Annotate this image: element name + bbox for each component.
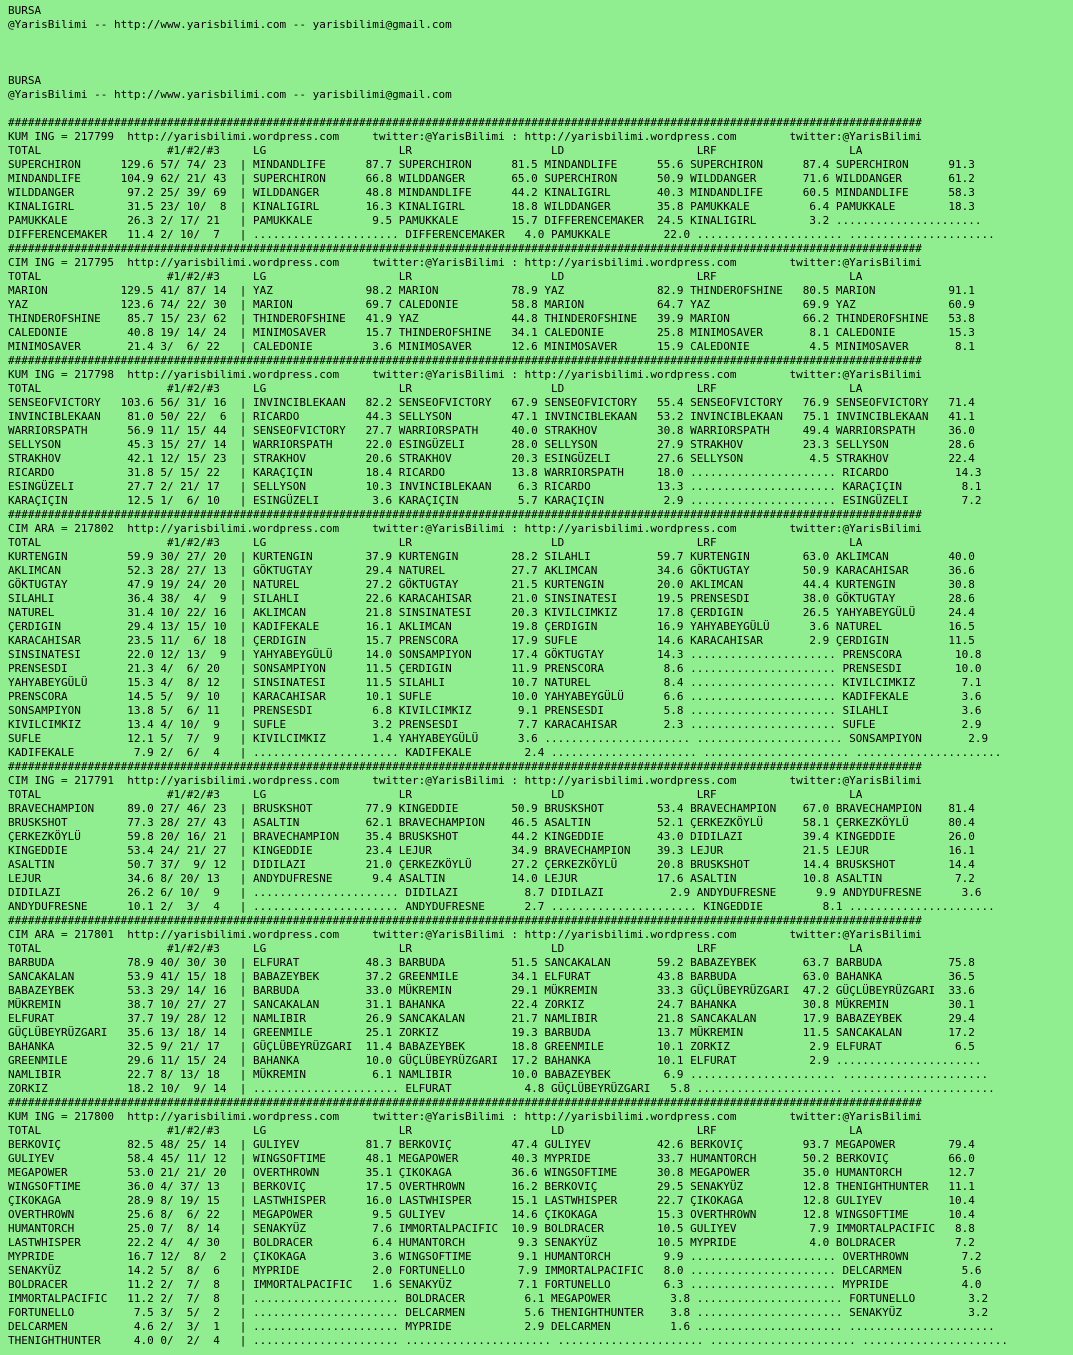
table-row: SELLYSON 45.3 15/ 27/ 14 | WARRIORSPATH 22.0 ESINGÜZELI 28.0 SELLYSON 27.9 STRAKHOV 23.3 SELLYSON 28.6 — [8, 438, 975, 451]
separator-line: ########################################################################################################################################## — [8, 1096, 922, 1109]
race-title: KUM ING = 217800 http://yarisbilimi.wordpress.com twitter:@YarisBilimi : http://yarisbilimi.wordpress.com twitter:@YarisBilimi — [8, 1110, 922, 1123]
table-row: SONSAMPIYON 13.8 5/ 6/ 11 | PRENSESDI 6.8 KIVILCIMKIZ 9.1 PRENSESDI 5.8 ...................... SILAHLI 3.6 — [8, 704, 982, 717]
table-row: WINGSOFTIME 36.0 4/ 37/ 13 | BERKOVIÇ 17.5 OVERTHROWN 16.2 BERKOVIÇ 29.5 SENAKYÜZ 12.8 THENIGHTHUNTER 11.1 — [8, 1180, 975, 1193]
table-row: KINGEDDIE 53.4 24/ 21/ 27 | KINGEDDIE 23.4 LEJUR 34.9 BRAVECHAMPION 39.3 LEJUR 21.5 LEJUR 16.1 — [8, 844, 975, 857]
table-row: NATUREL 31.4 10/ 22/ 16 | AKLIMCAN 21.8 SINSINATESI 20.3 KIVILCIMKIZ 17.8 ÇERDIGIN 26.5 YAHYABEYGÜLÜ 24.4 — [8, 606, 975, 619]
table-row: WILDDANGER 97.2 25/ 39/ 69 | WILDDANGER 48.8 MINDANDLIFE 44.2 KINALIGIRL 40.3 MINDANDLIFE 60.5 MINDANDLIFE 58.3 — [8, 186, 975, 199]
table-row: KINALIGIRL 31.5 23/ 10/ 8 | KINALIGIRL 16.3 KINALIGIRL 18.8 WILDDANGER 35.8 PAMUKKALE 6.4 PAMUKKALE 18.3 — [8, 200, 975, 213]
table-row: SANCAKALAN 53.9 41/ 15/ 18 | BABAZEYBEK 37.2 GREENMILE 34.1 ELFURAT 43.8 BARBUDA 63.0 BAHANKA 36.5 — [8, 970, 975, 983]
table-row: THENIGHTHUNTER 4.0 0/ 2/ 4 | ...................... ...................... ...................... ...................... ...................... — [8, 1334, 1009, 1347]
race-block — [8, 354, 1008, 508]
contact-line-repeat: @YarisBilimi -- http://www.yarisbilimi.com -- yarisbilimi@gmail.com — [8, 88, 452, 101]
column-header: TOTAL #1/#2/#3 LG LR LD LRF LA — [8, 382, 863, 395]
table-row: ÇERDIGIN 29.4 13/ 15/ 10 | KADIFEKALE 16.1 AKLIMCAN 19.8 ÇERDIGIN 16.9 YAHYABEYGÜLÜ 3.6 NATUREL 16.5 — [8, 620, 975, 633]
table-row: KURTENGIN 59.9 30/ 27/ 20 | KURTENGIN 37.9 KURTENGIN 28.2 SILAHLI 59.7 KURTENGIN 63.0 AKLIMCAN 40.0 — [8, 550, 975, 563]
table-row: INVINCIBLEKAAN 81.0 50/ 22/ 6 | RICARDO 44.3 SELLYSON 47.1 INVINCIBLEKAAN 53.2 INVINCIBLEKAAN 75.1 INVINCIBLEKAAN 41.1 — [8, 410, 975, 423]
table-row: MYPRIDE 16.7 12/ 8/ 2 | ÇIKOKAGA 3.6 WINGSOFTIME 9.1 HUMANTORCH 9.9 ...................... OVERTHROWN 7.2 — [8, 1250, 982, 1263]
race-report — [8, 4, 1008, 1348]
table-row: PRENSESDI 21.3 4/ 6/ 20 | SONSAMPIYON 11.5 ÇERDIGIN 11.9 PRENSCORA 8.6 ...................... PRENSESDI 10.0 — [8, 662, 982, 675]
table-row: ASALTIN 50.7 37/ 9/ 12 | DIDILAZI 21.0 ÇERKEZKÖYLÜ 27.2 ÇERKEZKÖYLÜ 20.8 BRUSKSHOT 14.4 BRUSKSHOT 14.4 — [8, 858, 975, 871]
table-row: ZORKIZ 18.2 10/ 9/ 14 | ...................... ELFURAT 4.8 GÜÇLÜBEYRÜZGARI 5.8 ...................... ...................... — [8, 1082, 995, 1095]
table-row: MEGAPOWER 53.0 21/ 21/ 20 | OVERTHROWN 35.1 ÇIKOKAGA 36.6 WINGSOFTIME 30.8 MEGAPOWER 35.0 HUMANTORCH 12.7 — [8, 1166, 975, 1179]
table-row: BOLDRACER 11.2 2/ 7/ 8 | IMMORTALPACIFIC 1.6 SENAKYÜZ 7.1 FORTUNELLO 6.3 ...................... MYPRIDE 4.0 — [8, 1278, 982, 1291]
race-title: KUM ING = 217799 http://yarisbilimi.wordpress.com twitter:@YarisBilimi : http://yarisbilimi.wordpress.com twitter:@YarisBilimi — [8, 130, 922, 143]
table-row: DELCARMEN 4.6 2/ 3/ 1 | ...................... MYPRIDE 2.9 DELCARMEN 1.6 ...................... ...................... — [8, 1320, 995, 1333]
table-row: OVERTHROWN 25.6 8/ 6/ 22 | MEGAPOWER 9.5 GULIYEV 14.6 ÇIKOKAGA 15.3 OVERTHROWN 12.8 WINGSOFTIME 10.4 — [8, 1208, 975, 1221]
table-row: BRUSKSHOT 77.3 28/ 27/ 43 | ASALTIN 62.1 BRAVECHAMPION 46.5 ASALTIN 52.1 ÇERKEZKÖYLÜ 58.1 ÇERKEZKÖYLÜ 80.4 — [8, 816, 975, 829]
table-row: ESINGÜZELI 27.7 2/ 21/ 17 | SELLYSON 10.3 INVINCIBLEKAAN 6.3 RICARDO 13.3 ...................... KARAÇIÇIN 8.1 — [8, 480, 982, 493]
column-header: TOTAL #1/#2/#3 LG LR LD LRF LA — [8, 942, 863, 955]
race-block — [8, 760, 1008, 914]
table-row: KIVILCIMKIZ 13.4 4/ 10/ 9 | SUFLE 3.2 PRENSESDI 7.7 KARACAHISAR 2.3 ...................... SUFLE 2.9 — [8, 718, 982, 731]
table-row: MINDANDLIFE 104.9 62/ 21/ 43 | SUPERCHIRON 66.8 WILDDANGER 65.0 SUPERCHIRON 50.9 WILDDANGER 71.6 WILDDANGER 61.2 — [8, 172, 975, 185]
table-row: SENSEOFVICTORY 103.6 56/ 31/ 16 | INVINCIBLEKAAN 82.2 SENSEOFVICTORY 67.9 SENSEOFVICTORY 55.4 SENSEOFVICTORY 76.9 SENSEOFVICTORY 71.4 — [8, 396, 975, 409]
table-row: MÜKREMIN 38.7 10/ 27/ 27 | SANCAKALAN 31.1 BAHANKA 22.4 ZORKIZ 24.7 BAHANKA 30.8 MÜKREMIN 30.1 — [8, 998, 975, 1011]
separator-line: ########################################################################################################################################## — [8, 508, 922, 521]
city-heading: BURSA — [8, 4, 42, 17]
race-block — [8, 1096, 1008, 1348]
table-row: HUMANTORCH 25.0 7/ 8/ 14 | SENAKYÜZ 7.6 IMMORTALPACIFIC 10.9 BOLDRACER 10.5 GULIYEV 7.9 IMMORTALPACIFIC 8.8 — [8, 1222, 975, 1235]
race-title: CIM ING = 217795 http://yarisbilimi.wordpress.com twitter:@YarisBilimi : http://yarisbilimi.wordpress.com twitter:@YarisBilimi — [8, 256, 922, 269]
table-row: PRENSCORA 14.5 5/ 9/ 10 | KARACAHISAR 10.1 SUFLE 10.0 YAHYABEYGÜLÜ 6.6 ...................... KADIFEKALE 3.6 — [8, 690, 982, 703]
table-row: DIDILAZI 26.2 6/ 10/ 9 | ...................... DIDILAZI 8.7 DIDILAZI 2.9 ANDYDUFRESNE 9.9 ANDYDUFRESNE 3.6 — [8, 886, 982, 899]
contact-line: @YarisBilimi -- http://www.yarisbilimi.com -- yarisbilimi@gmail.com — [8, 18, 452, 31]
city-heading-repeat: BURSA — [8, 74, 42, 87]
table-row: BRAVECHAMPION 89.0 27/ 46/ 23 | BRUSKSHOT 77.9 KINGEDDIE 50.9 BRUSKSHOT 53.4 BRAVECHAMPION 67.0 BRAVECHAMPION 81.4 — [8, 802, 975, 815]
table-row: PAMUKKALE 26.3 2/ 17/ 21 | PAMUKKALE 9.5 PAMUKKALE 15.7 DIFFERENCEMAKER 24.5 KINALIGIRL 3.2 ...................... — [8, 214, 982, 227]
table-row: GULIYEV 58.4 45/ 11/ 12 | WINGSOFTIME 48.1 MEGAPOWER 40.3 MYPRIDE 33.7 HUMANTORCH 50.2 BERKOVIÇ 66.0 — [8, 1152, 975, 1165]
table-row: THINDEROFSHINE 85.7 15/ 23/ 62 | THINDEROFSHINE 41.9 YAZ 44.8 THINDEROFSHINE 39.9 MARION 66.2 THINDEROFSHINE 53.8 — [8, 312, 975, 325]
table-row: WARRIORSPATH 56.9 11/ 15/ 44 | SENSEOFVICTORY 27.7 WARRIORSPATH 40.0 STRAKHOV 30.8 WARRIORSPATH 49.4 WARRIORSPATH 36.0 — [8, 424, 975, 437]
table-row: SENAKYÜZ 14.2 5/ 8/ 6 | MYPRIDE 2.0 FORTUNELLO 7.9 IMMORTALPACIFIC 8.0 ...................... DELCARMEN 5.6 — [8, 1264, 982, 1277]
race-block — [8, 242, 1008, 354]
race-block — [8, 508, 1008, 760]
table-row: YAHYABEYGÜLÜ 15.3 4/ 8/ 12 | SINSINATESI 11.5 SILAHLI 10.7 NATUREL 8.4 ...................... KIVILCIMKIZ 7.1 — [8, 676, 982, 689]
table-row: GREENMILE 29.6 11/ 15/ 24 | BAHANKA 10.0 GÜÇLÜBEYRÜZGARI 17.2 BAHANKA 10.1 ELFURAT 2.9 ...................... — [8, 1054, 982, 1067]
table-row: ÇIKOKAGA 28.9 8/ 19/ 15 | LASTWHISPER 16.0 LASTWHISPER 15.1 LASTWHISPER 22.7 ÇIKOKAGA 12.8 GULIYEV 10.4 — [8, 1194, 975, 1207]
table-row: FORTUNELLO 7.5 3/ 5/ 2 | ...................... DELCARMEN 5.6 THENIGHTHUNTER 3.8 ...................... SENAKYÜZ 3.2 — [8, 1306, 989, 1319]
separator-line: ########################################################################################################################################## — [8, 760, 922, 773]
table-row: YAZ 123.6 74/ 22/ 30 | MARION 69.7 CALEDONIE 58.8 MARION 64.7 YAZ 69.9 YAZ 60.9 — [8, 298, 975, 311]
table-row: LASTWHISPER 22.2 4/ 4/ 30 | BOLDRACER 6.4 HUMANTORCH 9.3 SENAKYÜZ 10.5 MYPRIDE 4.0 BOLDRACER 7.2 — [8, 1236, 975, 1249]
column-header: TOTAL #1/#2/#3 LG LR LD LRF LA — [8, 788, 863, 801]
column-header: TOTAL #1/#2/#3 LG LR LD LRF LA — [8, 144, 863, 157]
table-row: KADIFEKALE 7.9 2/ 6/ 4 | ...................... KADIFEKALE 2.4 ...................... ...................... ...................... — [8, 746, 1002, 759]
column-header: TOTAL #1/#2/#3 LG LR LD LRF LA — [8, 1124, 863, 1137]
table-row: RICARDO 31.8 5/ 15/ 22 | KARAÇIÇIN 18.4 RICARDO 13.8 WARRIORSPATH 18.0 ...................... RICARDO 14.3 — [8, 466, 982, 479]
table-row: BERKOVIÇ 82.5 48/ 25/ 14 | GULIYEV 81.7 BERKOVIÇ 47.4 GULIYEV 42.6 BERKOVIÇ 93.7 MEGAPOWER 79.4 — [8, 1138, 975, 1151]
table-row: BABAZEYBEK 53.3 29/ 14/ 16 | BARBUDA 33.0 MÜKREMIN 29.1 MÜKREMIN 33.3 GÜÇLÜBEYRÜZGARI 47.2 GÜÇLÜBEYRÜZGARI 33.6 — [8, 984, 975, 997]
table-row: KARACAHISAR 23.5 11/ 6/ 18 | ÇERDIGIN 15.7 PRENSCORA 17.9 SUFLE 14.6 KARACAHISAR 2.9 ÇERDIGIN 11.5 — [8, 634, 975, 647]
table-row: STRAKHOV 42.1 12/ 15/ 23 | STRAKHOV 20.6 STRAKHOV 20.3 ESINGÜZELI 27.6 SELLYSON 4.5 STRAKHOV 22.4 — [8, 452, 975, 465]
separator-line: ########################################################################################################################################## — [8, 116, 922, 129]
separator-line: ########################################################################################################################################## — [8, 242, 922, 255]
table-row: BAHANKA 32.5 9/ 21/ 17 | GÜÇLÜBEYRÜZGARI 11.4 BABAZEYBEK 18.8 GREENMILE 10.1 ZORKIZ 2.9 ELFURAT 6.5 — [8, 1040, 975, 1053]
table-row: MARION 129.5 41/ 87/ 14 | YAZ 98.2 MARION 78.9 YAZ 82.9 THINDEROFSHINE 80.5 MARION 91.1 — [8, 284, 975, 297]
race-title: CIM ARA = 217802 http://yarisbilimi.wordpress.com twitter:@YarisBilimi : http://yarisbilimi.wordpress.com twitter:@YarisBilimi — [8, 522, 922, 535]
race-title: CIM ARA = 217801 http://yarisbilimi.wordpress.com twitter:@YarisBilimi : http://yarisbilimi.wordpress.com twitter:@YarisBilimi — [8, 928, 922, 941]
table-row: SINSINATESI 22.0 12/ 13/ 9 | YAHYABEYGÜLÜ 14.0 SONSAMPIYON 17.4 GÖKTUGTAY 14.3 ...................... PRENSCORA 10.8 — [8, 648, 982, 661]
table-row: BARBUDA 78.9 40/ 30/ 30 | ELFURAT 48.3 BARBUDA 51.5 SANCAKALAN 59.2 BABAZEYBEK 63.7 BARBUDA 75.8 — [8, 956, 975, 969]
table-row: SILAHLI 36.4 38/ 4/ 9 | SILAHLI 22.6 KARACAHISAR 21.0 SINSINATESI 19.5 PRENSESDI 38.0 GÖKTUGTAY 28.6 — [8, 592, 975, 605]
column-header: TOTAL #1/#2/#3 LG LR LD LRF LA — [8, 270, 863, 283]
race-title: CIM ING = 217791 http://yarisbilimi.wordpress.com twitter:@YarisBilimi : http://yarisbilimi.wordpress.com twitter:@YarisBilimi — [8, 774, 922, 787]
table-row: KARAÇIÇIN 12.5 1/ 6/ 10 | ESINGÜZELI 3.6 KARAÇIÇIN 5.7 KARAÇIÇIN 2.9 ...................... ESINGÜZELI 7.2 — [8, 494, 982, 507]
table-row: NAMLIBIR 22.7 8/ 13/ 18 | MÜKREMIN 6.1 NAMLIBIR 10.0 BABAZEYBEK 6.9 ...................... ...................... — [8, 1068, 989, 1081]
table-row: CALEDONIE 40.8 19/ 14/ 24 | MINIMOSAVER 15.7 THINDEROFSHINE 34.1 CALEDONIE 25.8 MINIMOSAVER 8.1 CALEDONIE 15.3 — [8, 326, 975, 339]
race-title: KUM ING = 217798 http://yarisbilimi.wordpress.com twitter:@YarisBilimi : http://yarisbilimi.wordpress.com twitter:@YarisBilimi — [8, 368, 922, 381]
table-row: GÖKTUGTAY 47.9 19/ 24/ 20 | NATUREL 27.2 GÖKTUGTAY 21.5 KURTENGIN 20.0 AKLIMCAN 44.4 KURTENGIN 30.8 — [8, 578, 975, 591]
table-row: AKLIMCAN 52.3 28/ 27/ 13 | GÖKTUGTAY 29.4 NATUREL 27.7 AKLIMCAN 34.6 GÖKTUGTAY 50.9 KARACAHISAR 36.6 — [8, 564, 975, 577]
table-row: SUFLE 12.1 5/ 7/ 9 | KIVILCIMKIZ 1.4 YAHYABEYGÜLÜ 3.6 ...................... ...................... SONSAMPIYON 2.9 — [8, 732, 989, 745]
table-row: ANDYDUFRESNE 10.1 2/ 3/ 4 | ...................... ANDYDUFRESNE 2.7 ...................... KINGEDDIE 8.1 ...................... — [8, 900, 995, 913]
column-header: TOTAL #1/#2/#3 LG LR LD LRF LA — [8, 536, 863, 549]
table-row: GÜÇLÜBEYRÜZGARI 35.6 13/ 18/ 14 | GREENMILE 25.1 ZORKIZ 19.3 BARBUDA 13.7 MÜKREMIN 11.5 SANCAKALAN 17.2 — [8, 1026, 975, 1039]
table-row: ÇERKEZKÖYLÜ 59.8 20/ 16/ 21 | BRAVECHAMPION 35.4 BRUSKSHOT 44.2 KINGEDDIE 43.0 DIDILAZI 39.4 KINGEDDIE 26.0 — [8, 830, 975, 843]
separator-line: ########################################################################################################################################## — [8, 914, 922, 927]
table-row: LEJUR 34.6 8/ 20/ 13 | ANDYDUFRESNE 9.4 ASALTIN 14.0 LEJUR 17.6 ASALTIN 10.8 ASALTIN 7.2 — [8, 872, 975, 885]
table-row: SUPERCHIRON 129.6 57/ 74/ 23 | MINDANDLIFE 87.7 SUPERCHIRON 81.5 MINDANDLIFE 55.6 SUPERCHIRON 87.4 SUPERCHIRON 91.3 — [8, 158, 975, 171]
table-row: DIFFERENCEMAKER 11.4 2/ 10/ 7 | ...................... DIFFERENCEMAKER 4.0 PAMUKKALE 22.0 ...................... ...................... — [8, 228, 995, 241]
separator-line: ########################################################################################################################################## — [8, 354, 922, 367]
table-row: IMMORTALPACIFIC 11.2 2/ 7/ 8 | ...................... BOLDRACER 6.1 MEGAPOWER 3.8 ...................... FORTUNELLO 3.2 — [8, 1292, 989, 1305]
table-row: MINIMOSAVER 21.4 3/ 6/ 22 | CALEDONIE 3.6 MINIMOSAVER 12.6 MINIMOSAVER 15.9 CALEDONIE 4.5 MINIMOSAVER 8.1 — [8, 340, 975, 353]
race-block — [8, 914, 1008, 1096]
race-block — [8, 116, 1008, 242]
race-tables — [8, 116, 1008, 1348]
table-row: ELFURAT 37.7 19/ 28/ 12 | NAMLIBIR 26.9 SANCAKALAN 21.7 NAMLIBIR 21.8 SANCAKALAN 17.9 BABAZEYBEK 29.4 — [8, 1012, 975, 1025]
